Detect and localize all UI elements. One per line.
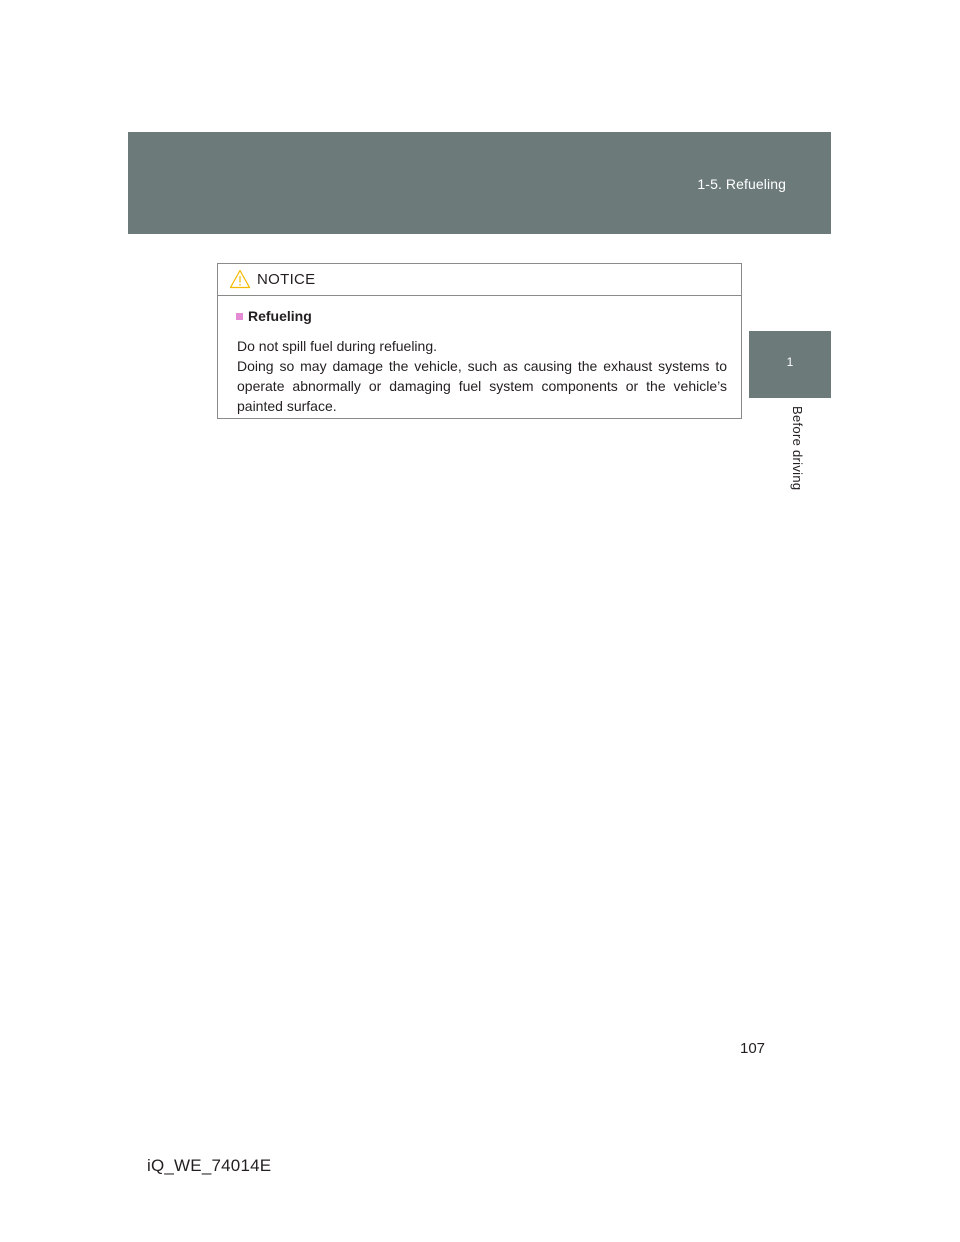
chapter-tab — [749, 331, 831, 398]
notice-subhead-text: Refueling — [248, 308, 312, 324]
notice-subhead — [236, 308, 727, 324]
chapter-label: Before driving — [790, 406, 805, 491]
bullet-square-icon — [236, 313, 243, 320]
notice-title: NOTICE — [257, 271, 316, 288]
notice-box — [217, 263, 742, 419]
header-band — [128, 132, 831, 234]
section-title: 1-5. Refueling — [697, 176, 786, 192]
document-code: iQ_WE_74014E — [147, 1156, 272, 1175]
notice-line-2: Doing so may damage the vehicle, such as causing the exhaust systems to operate abnormally or damaging fuel system components or the vehicle’s painted surface. — [237, 358, 727, 414]
notice-body — [218, 296, 741, 416]
notice-header — [218, 264, 741, 296]
warning-triangle-icon — [229, 269, 251, 289]
notice-line-1: Do not spill fuel during refueling. — [237, 338, 438, 354]
page-number: 107 — [740, 1040, 766, 1057]
chapter-number: 1 — [786, 355, 794, 369]
